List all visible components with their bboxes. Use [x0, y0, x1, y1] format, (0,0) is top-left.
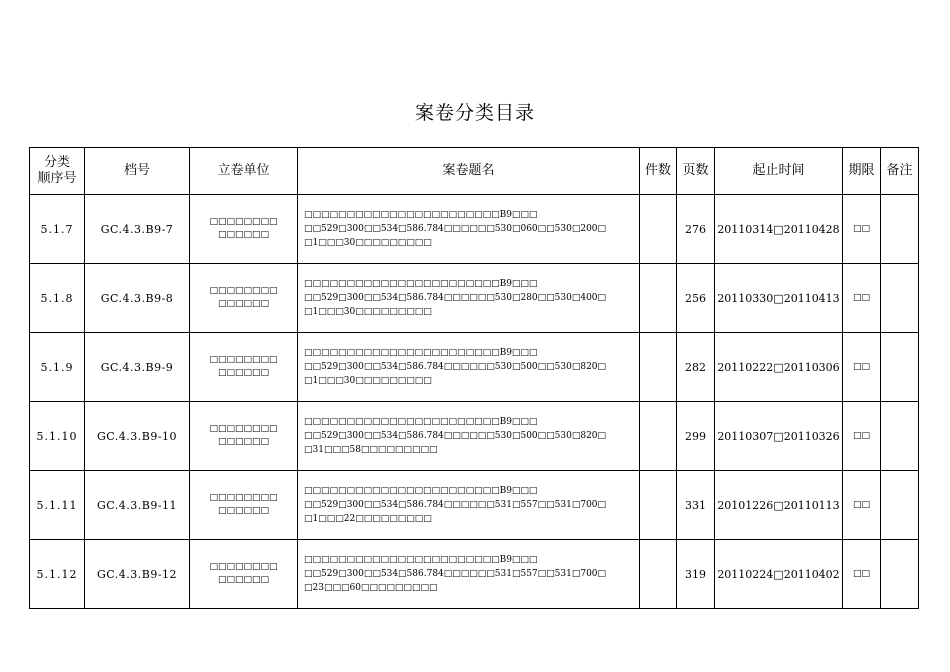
cell-note: [881, 540, 919, 609]
cell-name: [298, 264, 640, 333]
cell-pages: 282: [677, 333, 715, 402]
cell-pages: 256: [677, 264, 715, 333]
cell-name: [298, 471, 640, 540]
cell-name-line1: □□□□□□□□□□□□□□□□□□□□□□□B9□□□: [304, 279, 538, 289]
cell-seq: 5.1.9: [30, 333, 85, 402]
cell-name: [298, 540, 640, 609]
cell-name-line3: □1□□□30□□□□□□□□□: [304, 307, 432, 317]
cell-period: □□: [843, 264, 881, 333]
cell-period: □□: [843, 471, 881, 540]
table-row: [30, 264, 919, 333]
cell-unit-line2: □□□□□□: [217, 506, 270, 516]
cell-dates: 20110314□20110428: [715, 195, 843, 264]
cell-period: □□: [843, 540, 881, 609]
header-code: 档号: [85, 148, 190, 195]
cell-note: [881, 333, 919, 402]
header-seq: [30, 148, 85, 195]
cell-unit: [190, 471, 298, 540]
cell-name-line1: □□□□□□□□□□□□□□□□□□□□□□□B9□□□: [304, 555, 538, 565]
cell-unit-line2: □□□□□□: [217, 299, 270, 309]
cell-pages: 331: [677, 471, 715, 540]
header-pieces: 件数: [640, 148, 677, 195]
cell-dates: 20110307□20110326: [715, 402, 843, 471]
cell-note: [881, 471, 919, 540]
table-row: [30, 402, 919, 471]
cell-code: GC.4.3.B9-9: [85, 333, 190, 402]
cell-name-line1: □□□□□□□□□□□□□□□□□□□□□□□B9□□□: [304, 348, 538, 358]
table-row: [30, 540, 919, 609]
cell-name-line2: □□529□300□□534□586.784□□□□□□531□557□□531□700□: [304, 569, 607, 579]
header-seq-line1: 分类: [43, 155, 70, 170]
cell-seq: 5.1.8: [30, 264, 85, 333]
cell-dates: 20101226□20110113: [715, 471, 843, 540]
header-note: 备注: [881, 148, 919, 195]
cell-seq: 5.1.11: [30, 471, 85, 540]
cell-name-line1: □□□□□□□□□□□□□□□□□□□□□□□B9□□□: [304, 210, 538, 220]
cell-pieces: [640, 402, 677, 471]
cell-code: GC.4.3.B9-8: [85, 264, 190, 333]
cell-unit: [190, 264, 298, 333]
cell-dates: 20110330□20110413: [715, 264, 843, 333]
cell-name: [298, 333, 640, 402]
header-seq-line2: 顺序号: [37, 171, 77, 186]
cell-name-line3: □1□□□30□□□□□□□□□: [304, 238, 432, 248]
cell-unit: [190, 540, 298, 609]
cell-note: [881, 195, 919, 264]
cell-pieces: [640, 540, 677, 609]
cell-pieces: [640, 333, 677, 402]
header-dates: 起止时间: [715, 148, 843, 195]
cell-unit-line1: □□□□□□□□: [209, 493, 278, 503]
cell-unit-line1: □□□□□□□□: [209, 355, 278, 365]
cell-pieces: [640, 264, 677, 333]
cell-unit: [190, 402, 298, 471]
cell-name: [298, 195, 640, 264]
cell-code: GC.4.3.B9-7: [85, 195, 190, 264]
table-row: [30, 471, 919, 540]
cell-pieces: [640, 195, 677, 264]
cell-name-line3: □1□□□30□□□□□□□□□: [304, 376, 432, 386]
cell-code: GC.4.3.B9-11: [85, 471, 190, 540]
cell-unit-line2: □□□□□□: [217, 575, 270, 585]
cell-seq: 5.1.12: [30, 540, 85, 609]
cell-seq: 5.1.7: [30, 195, 85, 264]
cell-name-line3: □31□□□58□□□□□□□□□: [304, 445, 438, 455]
cell-unit-line1: □□□□□□□□: [209, 562, 278, 572]
cell-unit-line2: □□□□□□: [217, 230, 270, 240]
cell-name-line2: □□529□300□□534□586.784□□□□□□530□280□□530□400□: [304, 293, 607, 303]
cell-unit-line1: □□□□□□□□: [209, 424, 278, 434]
cell-unit-line1: □□□□□□□□: [209, 286, 278, 296]
cell-pieces: [640, 471, 677, 540]
cell-unit-line1: □□□□□□□□: [209, 217, 278, 227]
cell-pages: 299: [677, 402, 715, 471]
header-period: 期限: [843, 148, 881, 195]
cell-note: [881, 264, 919, 333]
cell-dates: 20110222□20110306: [715, 333, 843, 402]
cell-unit: [190, 195, 298, 264]
cell-name-line2: □□529□300□□534□586.784□□□□□□530□060□□530□200□: [304, 224, 607, 234]
cell-seq: 5.1.10: [30, 402, 85, 471]
cell-period: □□: [843, 195, 881, 264]
cell-note: [881, 402, 919, 471]
cell-unit-line2: □□□□□□: [217, 437, 270, 447]
cell-name-line3: □1□□□22□□□□□□□□□: [304, 514, 432, 524]
cell-dates: 20110224□20110402: [715, 540, 843, 609]
cell-name-line1: □□□□□□□□□□□□□□□□□□□□□□□B9□□□: [304, 486, 538, 496]
cell-name: [298, 402, 640, 471]
cell-name-line3: □23□□□60□□□□□□□□□: [304, 583, 438, 593]
cell-pages: 276: [677, 195, 715, 264]
table-row: [30, 195, 919, 264]
cell-code: GC.4.3.B9-10: [85, 402, 190, 471]
header-row: [30, 148, 919, 195]
header-pages: 页数: [677, 148, 715, 195]
cell-unit-line2: □□□□□□: [217, 368, 270, 378]
header-unit: 立卷单位: [190, 148, 298, 195]
header-name: 案卷题名: [298, 148, 640, 195]
cell-period: □□: [843, 333, 881, 402]
cell-pages: 319: [677, 540, 715, 609]
cell-unit: [190, 333, 298, 402]
cell-name-line2: □□529□300□□534□586.784□□□□□□530□500□□530□820□: [304, 431, 607, 441]
cell-name-line2: □□529□300□□534□586.784□□□□□□530□500□□530□820□: [304, 362, 607, 372]
cell-code: GC.4.3.B9-12: [85, 540, 190, 609]
table-row: [30, 333, 919, 402]
cell-period: □□: [843, 402, 881, 471]
catalog-table: [29, 147, 919, 609]
cell-name-line2: □□529□300□□534□586.784□□□□□□531□557□□531□700□: [304, 500, 607, 510]
cell-name-line1: □□□□□□□□□□□□□□□□□□□□□□□B9□□□: [304, 417, 538, 427]
page-title: 案卷分类目录: [414, 102, 535, 124]
